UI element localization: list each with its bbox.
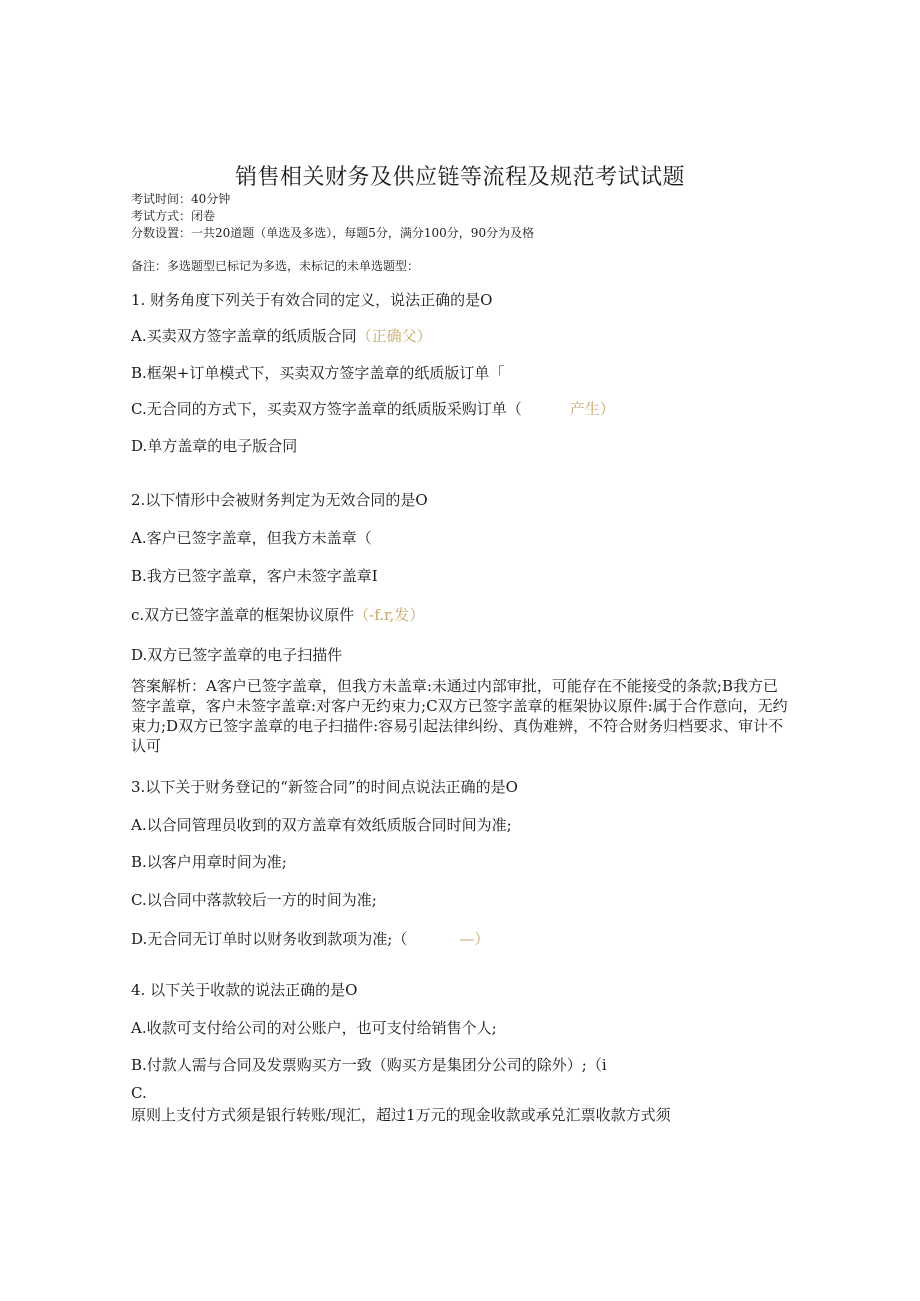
q3-option-c: C.以合同中落款较后一方的时间为准; [131, 891, 377, 909]
q3-option-b: B.以客户用章时间为准; [131, 853, 287, 871]
q4-option-a: A.收款可支付给公司的对公账户，也可支付给销售个人; [131, 1019, 497, 1037]
q1-option-a-text: A.买卖双方签字盖章的纸质版合同 [131, 327, 357, 345]
question-2: 2.以下情形中会被财务判定为无效合同的是O [131, 491, 428, 509]
q1-option-c [131, 399, 615, 419]
q4-option-c: 原则上支付方式须是银行转账/现汇，超过1万元的现金收款或承兑汇票收款方式须 [131, 1106, 671, 1124]
q1-option-c-annotation: 产生） [569, 400, 615, 418]
document-title: 销售相关财务及供应链等流程及规范考试试题 [234, 165, 685, 190]
q3-option-a: A.以合同管理员收到的双方盖章有效纸质版合同时间为准; [131, 816, 512, 834]
q1-option-a-annotation: （正确父） [356, 327, 432, 345]
q2-option-a: A.客户已签字盖章，但我方未盖章（ [131, 529, 372, 547]
q2-option-c-text: c.双方已签字盖章的框架协议原件 [131, 606, 355, 624]
exam-time: 考试时间：40分钟 [131, 192, 231, 206]
q1-option-d: D.单方盖章的电子版合同 [131, 437, 298, 455]
q1-option-b: B.框架+订单模式下，买卖双方签字盖章的纸质版订单「 [131, 364, 505, 382]
q2-option-d: D.双方已签字盖章的电子扫描件 [131, 646, 343, 664]
exam-method: 考试方式：闭卷 [131, 209, 216, 223]
q3-option-d [131, 929, 489, 949]
q2-option-c-annotation: （-f.r,发） [354, 606, 425, 624]
remark: 备注：多选题型已标记为多选，未标记的未单选题型： [131, 259, 420, 273]
q2-option-c [131, 605, 424, 625]
score-settings: 分数设置：一共20道题（单选及多选），每题5分，满分100分，90分为及格 [131, 226, 535, 240]
question-4: 4. 以下关于收款的说法正确的是O [131, 981, 358, 999]
q3-option-d-annotation: —） [459, 930, 490, 948]
q4-option-c-label: C. [131, 1084, 147, 1102]
q2-option-b: B.我方已签字盖章，客户未签字盖章I [131, 567, 378, 585]
q2-answer-analysis: 答案解析：A客户已签字盖章，但我方未盖章:未通过内部审批，可能存在不能接受的条款;B我方已签字盖章，客户未签字盖章:对客户无约束力;C双方已签字盖章的框架协议原件:属于合作意向，无约束力;D双方已签字盖章的电子扫描件:容易引起法律纠纷、真伪难辨，不符合财务归档要求、审计不认可 [131, 677, 788, 755]
q4-option-b: B.付款人需与合同及发票购买方一致（购买方是集团分公司的除外）;（i [131, 1056, 607, 1074]
q1-option-c-text: C.无合同的方式下，买卖双方签字盖章的纸质版采购订单（ [131, 400, 522, 418]
q1-option-a [131, 326, 432, 346]
question-3: 3.以下关于财务登记的“新签合同”的时间点说法正确的是O [131, 778, 518, 796]
question-1: 1. 财务角度下列关于有效合同的定义，说法正确的是O [131, 291, 493, 309]
q3-option-d-text: D.无合同无订单时以财务收到款项为准;（ [131, 930, 408, 948]
